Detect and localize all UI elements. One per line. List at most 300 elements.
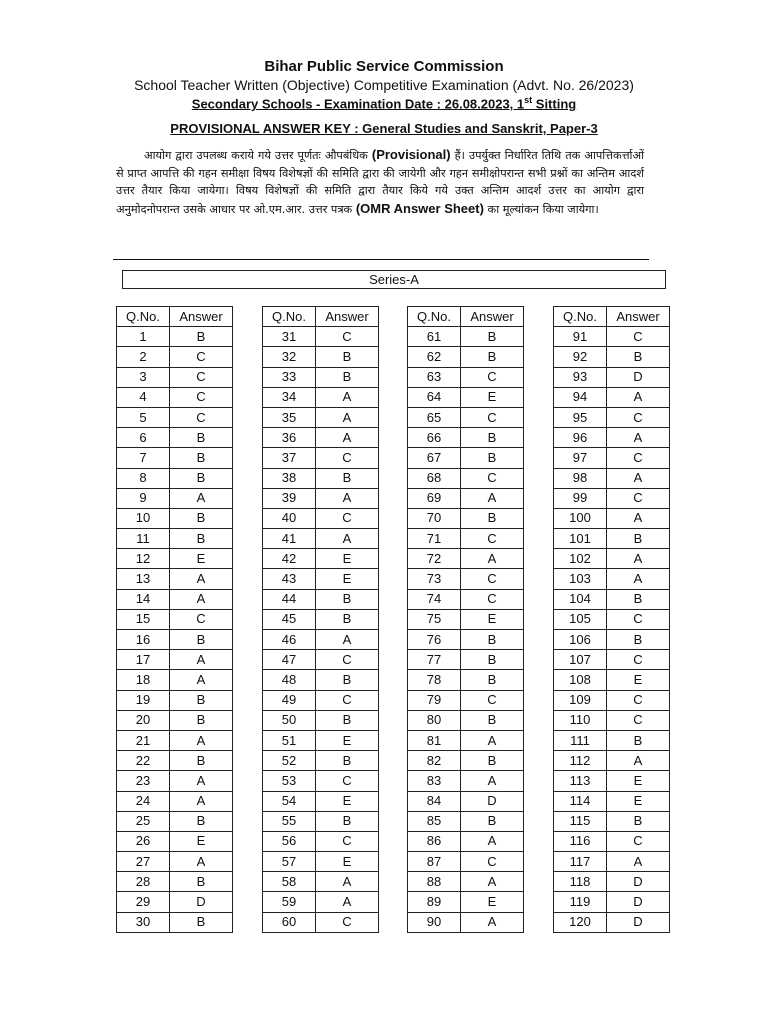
answer-cell: B	[170, 428, 233, 448]
table-row	[263, 710, 379, 730]
answer-cell: E	[461, 387, 524, 407]
question-number: 66	[408, 428, 461, 448]
answer-cell: B	[461, 670, 524, 690]
answer-cell: D	[607, 912, 670, 932]
question-number: 49	[263, 690, 316, 710]
answer-cell: C	[170, 347, 233, 367]
answer-cell: A	[170, 730, 233, 750]
answer-cell: B	[170, 630, 233, 650]
table-row	[117, 791, 233, 811]
exam-name: School Teacher Written (Objective) Competitive Examination (Advt. No. 26/2023)	[134, 77, 634, 93]
table-row	[263, 387, 379, 407]
question-number: 59	[263, 892, 316, 912]
table-row	[117, 327, 233, 347]
table-row	[408, 791, 524, 811]
notice-provisional: (Provisional)	[371, 147, 451, 162]
answer-cell: B	[316, 670, 379, 690]
question-number: 109	[554, 690, 607, 710]
question-number: 94	[554, 387, 607, 407]
question-number: 8	[117, 468, 170, 488]
answer-cell: B	[607, 730, 670, 750]
answer-cell: C	[316, 650, 379, 670]
table-row	[554, 508, 670, 528]
table-row	[117, 387, 233, 407]
answer-cell: C	[461, 529, 524, 549]
table-row	[117, 852, 233, 872]
table-row	[408, 549, 524, 569]
question-number: 72	[408, 549, 461, 569]
table-row	[117, 912, 233, 932]
table-row	[554, 549, 670, 569]
answer-cell: A	[170, 650, 233, 670]
answer-cell: A	[607, 569, 670, 589]
table-row	[554, 407, 670, 427]
table-row	[117, 630, 233, 650]
question-number: 116	[554, 831, 607, 851]
question-number: 84	[408, 791, 461, 811]
question-number: 113	[554, 771, 607, 791]
answer-cell: C	[607, 650, 670, 670]
table-row	[408, 872, 524, 892]
table-row	[263, 569, 379, 589]
answer-cell: A	[316, 428, 379, 448]
table-row	[408, 589, 524, 609]
table-row	[263, 529, 379, 549]
answer-cell: C	[316, 831, 379, 851]
question-number: 5	[117, 407, 170, 427]
question-number: 12	[117, 549, 170, 569]
question-number: 3	[117, 367, 170, 387]
table-row	[263, 831, 379, 851]
table-row	[408, 710, 524, 730]
exam-date-suffix: Sitting	[532, 96, 577, 112]
answer-cell: A	[170, 589, 233, 609]
table-row	[554, 852, 670, 872]
question-number: 13	[117, 569, 170, 589]
answer-cell: B	[170, 811, 233, 831]
table-row	[554, 609, 670, 629]
table-header-row	[117, 307, 233, 327]
table-row	[408, 529, 524, 549]
answer-cell: C	[607, 488, 670, 508]
answer-cell: C	[607, 448, 670, 468]
question-number: 56	[263, 831, 316, 851]
answer-cell: A	[170, 791, 233, 811]
table-row	[263, 448, 379, 468]
table-row	[408, 892, 524, 912]
answer-cell: A	[316, 387, 379, 407]
answer-cell: B	[607, 811, 670, 831]
table-row	[263, 630, 379, 650]
question-number: 29	[117, 892, 170, 912]
table-row	[554, 468, 670, 488]
question-number: 65	[408, 407, 461, 427]
answer-cell: B	[170, 872, 233, 892]
answer-cell: A	[170, 771, 233, 791]
table-row	[408, 630, 524, 650]
table-row	[554, 811, 670, 831]
question-number: 6	[117, 428, 170, 448]
table-row	[263, 508, 379, 528]
answer-cell: B	[461, 428, 524, 448]
question-number: 50	[263, 710, 316, 730]
table-header-row	[554, 307, 670, 327]
answer-cell: A	[170, 670, 233, 690]
table-row	[554, 710, 670, 730]
table-row	[117, 468, 233, 488]
question-number: 79	[408, 690, 461, 710]
answer-cell: D	[607, 872, 670, 892]
question-number: 19	[117, 690, 170, 710]
question-number: 112	[554, 751, 607, 771]
table-row	[554, 529, 670, 549]
answer-header: Answer	[316, 307, 379, 327]
answer-cell: B	[316, 609, 379, 629]
question-number: 107	[554, 650, 607, 670]
answer-cell: A	[607, 387, 670, 407]
question-number: 99	[554, 488, 607, 508]
table-row	[263, 811, 379, 831]
table-row	[117, 831, 233, 851]
question-number: 43	[263, 569, 316, 589]
table-row	[263, 589, 379, 609]
answer-table-4	[553, 306, 670, 933]
question-number: 28	[117, 872, 170, 892]
table-row	[263, 670, 379, 690]
question-number: 82	[408, 751, 461, 771]
question-number: 40	[263, 508, 316, 528]
answer-cell: C	[607, 690, 670, 710]
question-number: 117	[554, 852, 607, 872]
answer-cell: A	[316, 407, 379, 427]
question-number: 51	[263, 730, 316, 750]
table-row	[408, 367, 524, 387]
answer-cell: B	[461, 811, 524, 831]
table-row	[408, 912, 524, 932]
answer-cell: C	[607, 407, 670, 427]
question-number: 105	[554, 609, 607, 629]
answer-cell: E	[170, 831, 233, 851]
table-row	[263, 730, 379, 750]
question-number: 60	[263, 912, 316, 932]
table-row	[117, 367, 233, 387]
question-number: 104	[554, 589, 607, 609]
answer-cell: C	[461, 569, 524, 589]
answer-cell: C	[461, 589, 524, 609]
table-row	[117, 872, 233, 892]
answer-cell: A	[316, 872, 379, 892]
question-number: 11	[117, 529, 170, 549]
question-number: 24	[117, 791, 170, 811]
table-row	[554, 650, 670, 670]
exam-date-text: Secondary Schools - Examination Date : 26.08.2023, 1	[191, 96, 525, 112]
answer-cell: A	[607, 852, 670, 872]
answer-cell: E	[461, 609, 524, 629]
answer-cell: B	[170, 529, 233, 549]
table-row	[117, 730, 233, 750]
answer-cell: B	[316, 589, 379, 609]
question-number: 63	[408, 367, 461, 387]
question-number: 102	[554, 549, 607, 569]
series-label: Series-A	[122, 270, 666, 289]
question-number: 70	[408, 508, 461, 528]
question-number: 68	[408, 468, 461, 488]
qno-header: Q.No.	[117, 307, 170, 327]
question-number: 45	[263, 609, 316, 629]
table-row	[117, 488, 233, 508]
question-number: 93	[554, 367, 607, 387]
answer-cell: A	[461, 771, 524, 791]
answer-cell: A	[461, 730, 524, 750]
answer-cell: C	[316, 912, 379, 932]
table-row	[554, 872, 670, 892]
answer-cell: C	[461, 852, 524, 872]
answer-cell: C	[170, 387, 233, 407]
answer-cell: A	[170, 569, 233, 589]
table-row	[408, 831, 524, 851]
table-row	[117, 347, 233, 367]
answer-cell: B	[316, 367, 379, 387]
answer-cell: A	[461, 872, 524, 892]
table-row	[408, 771, 524, 791]
page-title: Bihar Public Service Commission	[264, 58, 504, 75]
answer-cell: A	[607, 428, 670, 448]
answer-cell: A	[170, 852, 233, 872]
table-row	[117, 529, 233, 549]
question-number: 98	[554, 468, 607, 488]
exam-date	[0, 95, 768, 111]
answer-cell: B	[316, 347, 379, 367]
question-number: 88	[408, 872, 461, 892]
table-row	[117, 690, 233, 710]
question-number: 91	[554, 327, 607, 347]
answer-cell: E	[607, 670, 670, 690]
answer-cell: B	[170, 690, 233, 710]
table-row	[117, 448, 233, 468]
question-number: 90	[408, 912, 461, 932]
table-row	[408, 751, 524, 771]
question-number: 108	[554, 670, 607, 690]
question-number: 21	[117, 730, 170, 750]
answer-table-3	[407, 306, 524, 933]
answer-cell: D	[461, 791, 524, 811]
table-row	[117, 589, 233, 609]
question-number: 97	[554, 448, 607, 468]
table-row	[263, 488, 379, 508]
table-row	[554, 892, 670, 912]
answer-cell: A	[607, 508, 670, 528]
table-row	[117, 710, 233, 730]
question-number: 32	[263, 347, 316, 367]
table-row	[408, 428, 524, 448]
notice-omr: (OMR Answer Sheet)	[355, 200, 484, 216]
question-number: 9	[117, 488, 170, 508]
answer-cell: A	[607, 468, 670, 488]
question-number: 46	[263, 630, 316, 650]
table-row	[554, 771, 670, 791]
question-number: 71	[408, 529, 461, 549]
question-number: 75	[408, 609, 461, 629]
question-number: 61	[408, 327, 461, 347]
question-number: 106	[554, 630, 607, 650]
question-number: 95	[554, 407, 607, 427]
table-row	[554, 347, 670, 367]
answer-cell: E	[316, 569, 379, 589]
answer-cell: B	[316, 710, 379, 730]
answer-cell: C	[316, 448, 379, 468]
question-number: 78	[408, 670, 461, 690]
table-row	[554, 367, 670, 387]
table-row	[263, 912, 379, 932]
answer-cell: A	[316, 529, 379, 549]
answer-header: Answer	[170, 307, 233, 327]
question-number: 53	[263, 771, 316, 791]
table-row	[554, 670, 670, 690]
table-row	[117, 508, 233, 528]
answer-cell: E	[607, 791, 670, 811]
answer-cell: A	[461, 912, 524, 932]
notice-part1: आयोग द्वारा उपलब्ध कराये गये उत्तर पूर्णतः औपबंधिक	[144, 149, 372, 162]
table-row	[117, 650, 233, 670]
table-row	[263, 609, 379, 629]
answer-cell: B	[461, 327, 524, 347]
notice-part2: हैं। उपर्युक्त निर्धारित तिथि तक आपत्तिकर्त्ताओं से प्राप्त आपत्ति की गहन समीक्षा विषय विशेषज्ञों की समिति द्वारा की जायेगी और गहन समीक्षोपरान्त सभी प्रश्नों का अन्तिम आदर्श उत्तर तैयार किया जायेगा। विषय विशेषज्ञों की समिति द्वारा तैयार किये गये उक्त अन्तिम आदर्श उत्तर का आयोग द्वारा अनुमोदनोपरान्त उसके आधार पर ओ.एम.आर. उत्तर पत्रक	[116, 149, 644, 216]
table-row	[408, 407, 524, 427]
notice-part3: का मूल्यांकन किया जायेगा।	[483, 202, 599, 216]
answer-cell: A	[461, 488, 524, 508]
table-row	[554, 589, 670, 609]
table-row	[554, 831, 670, 851]
table-row	[263, 327, 379, 347]
question-number: 47	[263, 650, 316, 670]
answer-cell: C	[170, 407, 233, 427]
table-row	[554, 327, 670, 347]
table-row	[263, 872, 379, 892]
table-row	[263, 468, 379, 488]
question-number: 39	[263, 488, 316, 508]
table-row	[408, 387, 524, 407]
question-number: 74	[408, 589, 461, 609]
question-number: 87	[408, 852, 461, 872]
table-row	[263, 751, 379, 771]
table-row	[263, 650, 379, 670]
question-number: 119	[554, 892, 607, 912]
table-row	[117, 428, 233, 448]
table-row	[554, 569, 670, 589]
exam-date-superscript: st	[524, 95, 533, 105]
answer-header: Answer	[607, 307, 670, 327]
question-number: 52	[263, 751, 316, 771]
answer-cell: B	[461, 751, 524, 771]
answer-cell: A	[607, 549, 670, 569]
answer-cell: C	[461, 407, 524, 427]
question-number: 31	[263, 327, 316, 347]
table-row	[263, 892, 379, 912]
table-header-row	[408, 307, 524, 327]
answer-cell: B	[461, 650, 524, 670]
question-number: 23	[117, 771, 170, 791]
question-number: 1	[117, 327, 170, 347]
table-row	[408, 448, 524, 468]
question-number: 55	[263, 811, 316, 831]
question-number: 17	[117, 650, 170, 670]
table-row	[408, 327, 524, 347]
answer-cell: B	[316, 811, 379, 831]
question-number: 18	[117, 670, 170, 690]
table-row	[554, 630, 670, 650]
answer-cell: D	[607, 367, 670, 387]
answer-cell: B	[607, 630, 670, 650]
qno-header: Q.No.	[408, 307, 461, 327]
answer-cell: B	[607, 529, 670, 549]
table-row	[554, 387, 670, 407]
table-row	[117, 892, 233, 912]
table-row	[554, 488, 670, 508]
question-number: 83	[408, 771, 461, 791]
question-number: 36	[263, 428, 316, 448]
question-number: 118	[554, 872, 607, 892]
answer-cell: B	[316, 751, 379, 771]
table-row	[117, 751, 233, 771]
answer-cell: B	[170, 710, 233, 730]
answer-cell: B	[170, 448, 233, 468]
answer-cell: C	[607, 831, 670, 851]
question-number: 34	[263, 387, 316, 407]
table-row	[263, 428, 379, 448]
answer-cell: C	[607, 327, 670, 347]
table-row	[408, 690, 524, 710]
table-row	[263, 407, 379, 427]
question-number: 25	[117, 811, 170, 831]
question-number: 111	[554, 730, 607, 750]
answer-header: Answer	[461, 307, 524, 327]
question-number: 42	[263, 549, 316, 569]
table-row	[408, 670, 524, 690]
qno-header: Q.No.	[263, 307, 316, 327]
question-number: 62	[408, 347, 461, 367]
question-number: 27	[117, 852, 170, 872]
table-row	[117, 407, 233, 427]
question-number: 81	[408, 730, 461, 750]
question-number: 96	[554, 428, 607, 448]
answer-cell: A	[316, 630, 379, 650]
answer-table-1	[116, 306, 233, 933]
question-number: 20	[117, 710, 170, 730]
answer-cell: E	[316, 549, 379, 569]
question-number: 54	[263, 791, 316, 811]
answer-cell: A	[170, 488, 233, 508]
table-row	[408, 569, 524, 589]
question-number: 101	[554, 529, 607, 549]
question-number: 73	[408, 569, 461, 589]
notice-paragraph	[116, 146, 644, 218]
question-number: 35	[263, 407, 316, 427]
question-number: 10	[117, 508, 170, 528]
answer-cell: E	[316, 730, 379, 750]
question-number: 69	[408, 488, 461, 508]
table-row	[408, 609, 524, 629]
table-row	[554, 730, 670, 750]
answer-cell: C	[461, 367, 524, 387]
question-number: 115	[554, 811, 607, 831]
answer-cell: B	[316, 468, 379, 488]
question-number: 80	[408, 710, 461, 730]
question-number: 114	[554, 791, 607, 811]
answer-cell: D	[170, 892, 233, 912]
question-number: 33	[263, 367, 316, 387]
table-row	[117, 549, 233, 569]
answer-cell: C	[607, 710, 670, 730]
